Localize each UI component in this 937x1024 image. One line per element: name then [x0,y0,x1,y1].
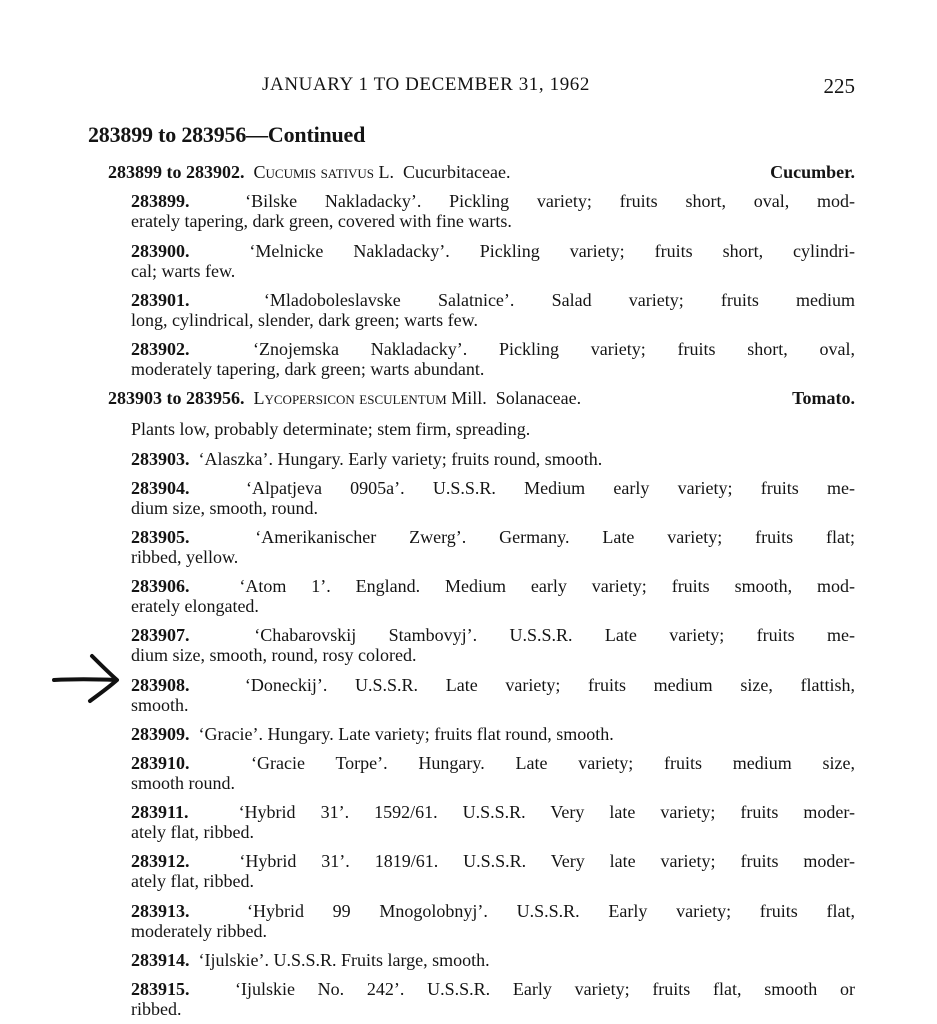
entry-number: 283908. [131,675,190,695]
group-note: Plants low, probably determinate; stem firm, spreading. [131,419,531,439]
section-title: 283899 to 283956—Continued [88,122,366,147]
entry-line-1: ‘Amerikanischer Zwerg’. Germany. Late variety; fruits flat; [255,527,856,547]
entry-line-2: ribbed. [131,999,182,1019]
entry-line-2: smooth round. [131,773,236,793]
entry [131,753,855,793]
running-header-title: JANUARY 1 TO DECEMBER 31, 1962 [262,74,591,95]
entry-line-1: ‘Hybrid 31’. 1592/61. U.S.S.R. Very late variety; fruits moder- [238,802,855,822]
entry [131,802,855,842]
entry [131,576,855,616]
entry-line-1: ‘Doneckij’. U.S.S.R. Late variety; fruits medium size, flattish, [244,675,855,695]
entry [131,191,855,231]
entry [131,979,855,1019]
entry-line-1: ‘Bilske Nakladacky’. Pickling variety; fruits short, oval, mod- [245,191,856,211]
entry-line-1: ‘Ijulskie No. 242’. U.S.S.R. Early variety; fruits flat, smooth or [234,979,855,999]
group-common-name: Tomato. [792,388,855,408]
entry-number: 283900. [131,241,190,261]
group-common-name: Cucumber. [770,162,855,182]
hand-drawn-arrow-icon [50,652,122,704]
entry-line-2: dium size, smooth, round, rosy colored. [131,645,417,665]
group-species: Lycopersicon esculentum [253,388,447,408]
entry-number: 283913. [131,901,190,921]
entry-number: 283904. [131,478,190,498]
entry [131,724,855,744]
entry-line-1: ‘Gracie Torpe’. Hungary. Late variety; fruits medium size, [251,753,856,773]
entry-line-1: ‘Alaszka’. Hungary. Early variety; fruits round, smooth. [198,449,603,469]
group-range: 283899 to 283902. [108,162,245,182]
entry-number: 283909. [131,724,190,744]
entry [131,950,855,970]
entry-number: 283902. [131,339,190,359]
group-family: Solanaceae. [495,388,582,408]
entry-line-1: ‘Chabarovskij Stambovyj’. U.S.S.R. Late variety; fruits me- [254,625,855,645]
group-author: L. [378,162,395,182]
entry [131,241,855,281]
entry-number: 283905. [131,527,190,547]
entry-line-1: ‘Ijulskie’. U.S.S.R. Fruits large, smooth. [198,950,490,970]
group-species: Cucumis sativus [253,162,375,182]
page-number: 225 [823,74,855,98]
entry-number: 283914. [131,950,190,970]
entry-number: 283910. [131,753,190,773]
group-header-cucumber [108,162,855,182]
entry-number: 283911. [131,802,189,822]
entry-line-2: ately flat, ribbed. [131,871,254,891]
group-family: Cucurbitaceae. [403,162,511,182]
entry-line-1: ‘Hybrid 31’. 1819/61. U.S.S.R. Very late variety; fruits moder- [239,851,856,871]
entry-number: 283907. [131,625,190,645]
entry [131,625,855,665]
entry-line-2: erately elongated. [131,596,259,616]
entry-line-2: long, cylindrical, slender, dark green; warts few. [131,310,478,330]
entry-line-1: ‘Mladoboleslavske Salatnice’. Salad variety; fruits medium [263,290,856,310]
group-range: 283903 to 283956. [108,388,245,408]
entry-line-1: ‘Hybrid 99 Mnogolobnyj’. U.S.S.R. Early variety; fruits flat, [246,901,856,921]
entry [131,527,855,567]
group-author: Mill. [451,388,487,408]
entry [131,478,855,518]
entry-line-2: cal; warts few. [131,261,236,281]
entry [131,901,855,941]
entry [131,339,855,379]
entry-number: 283915. [131,979,190,999]
entry-number: 283901. [131,290,190,310]
entry [131,851,855,891]
running-header [0,74,937,100]
entry [131,449,855,469]
entry-number: 283903. [131,449,190,469]
entry-line-2: ately flat, ribbed. [131,822,254,842]
entry-line-2: dium size, smooth, round. [131,498,318,518]
entry-number: 283899. [131,191,190,211]
entry-line-2: ribbed, yellow. [131,547,239,567]
entry-line-2: erately tapering, dark green, covered with fine warts. [131,211,512,231]
entry-number: 283906. [131,576,190,596]
group-header-tomato [108,388,855,408]
entry-highlighted [131,675,855,715]
entry-line-1: ‘Atom 1’. England. Medium early variety; fruits smooth, mod- [239,576,856,596]
entry [131,290,855,330]
entry-line-2: moderately ribbed. [131,921,267,941]
entry-line-1: ‘Znojemska Nakladacky’. Pickling variety; fruits short, oval, [253,339,856,359]
entry-line-2: smooth. [131,695,189,715]
entry-line-1: ‘Alpatjeva 0905a’. U.S.S.R. Medium early variety; fruits me- [245,478,855,498]
entry-number: 283912. [131,851,190,871]
entry-line-2: moderately tapering, dark green; warts abundant. [131,359,485,379]
entry-line-1: ‘Melnicke Nakladacky’. Pickling variety; fruits short, cylindri- [249,241,855,261]
entry-line-1: ‘Gracie’. Hungary. Late variety; fruits flat round, smooth. [198,724,614,744]
